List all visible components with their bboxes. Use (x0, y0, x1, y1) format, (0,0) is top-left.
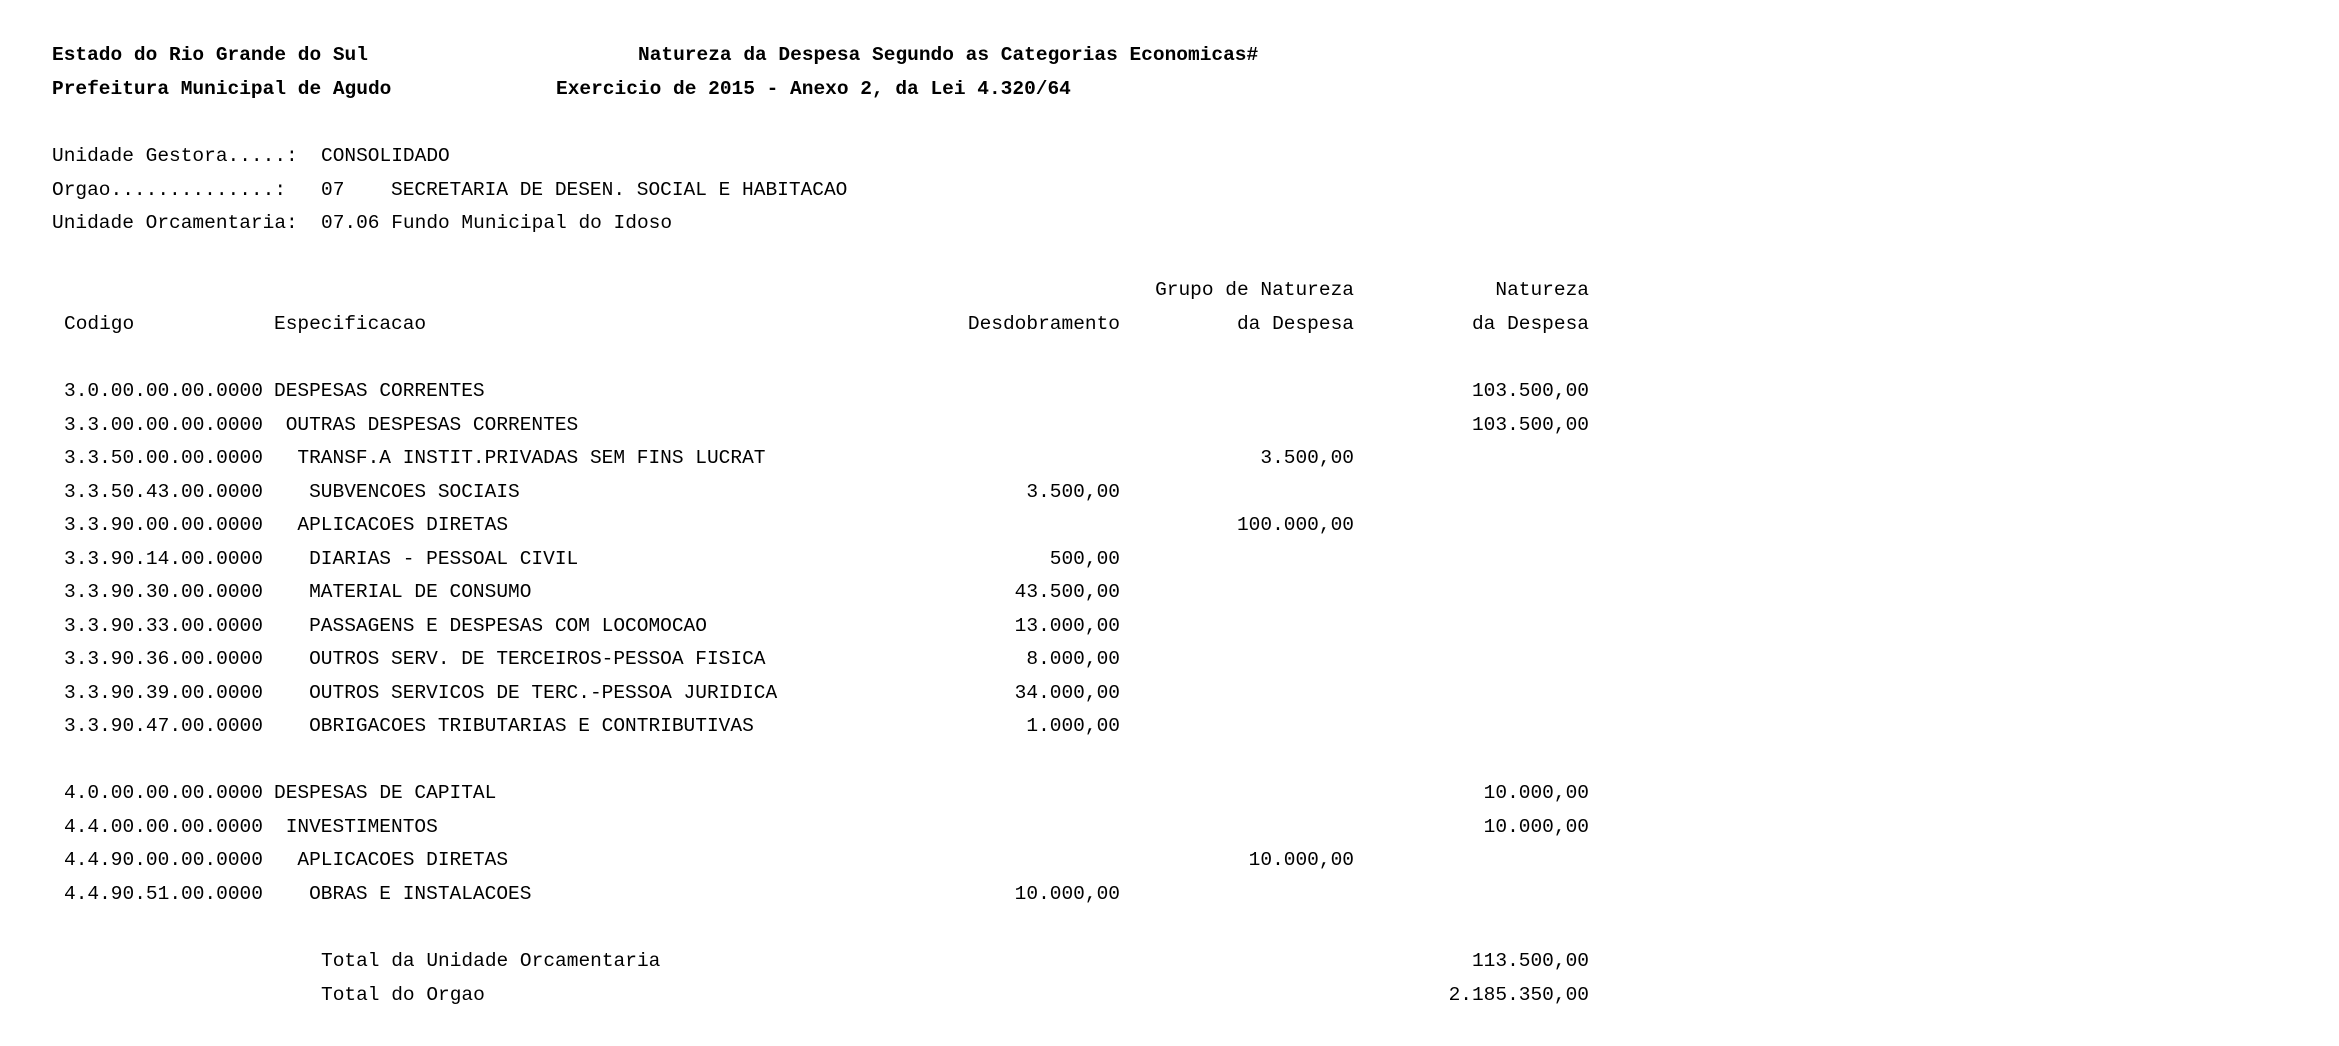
column-header-grupo-line1: Grupo de Natureza (1155, 279, 1354, 301)
orgao-code: 07 (321, 179, 345, 201)
row-natureza: 10.000,00 (1483, 816, 1589, 838)
row-description: OUTROS SERVICOS DE TERC.-PESSOA JURIDICA (309, 682, 778, 704)
unidade-gestora-label: Unidade Gestora.....: (52, 145, 298, 167)
row-desdobramento: 43.500,00 (1014, 581, 1120, 603)
orgao-name: SECRETARIA DE DESEN. SOCIAL E HABITACAO (391, 179, 848, 201)
row-description: INVESTIMENTOS (285, 816, 438, 838)
column-header-codigo: Codigo (64, 313, 135, 335)
row-desdobramento: 8.000,00 (1026, 648, 1120, 670)
row-grupo: 3.500,00 (1260, 447, 1354, 469)
row-code: 3.3.00.00.00.0000 (64, 414, 263, 436)
row-desdobramento: 10.000,00 (1014, 883, 1120, 905)
row-description: SUBVENCOES SOCIAIS (309, 481, 520, 503)
column-header-especificacao: Especificacao (274, 313, 427, 335)
unidade-gestora-value: CONSOLIDADO (321, 145, 450, 167)
column-header-desdobramento: Desdobramento (967, 313, 1120, 335)
row-code: 3.3.90.00.00.0000 (64, 514, 263, 536)
row-code: 4.4.00.00.00.0000 (64, 816, 263, 838)
row-code: 4.4.90.00.00.0000 (64, 849, 263, 871)
row-description: PASSAGENS E DESPESAS COM LOCOMOCAO (309, 615, 707, 637)
report-subtitle: Exercicio de 2015 - Anexo 2, da Lei 4.320/64 (556, 78, 1071, 100)
row-desdobramento: 500,00 (1049, 548, 1120, 570)
row-grupo: 100.000,00 (1236, 514, 1354, 536)
row-description: OBRAS E INSTALACOES (309, 883, 532, 905)
row-description: DIARIAS - PESSOAL CIVIL (309, 548, 579, 570)
row-desdobramento: 1.000,00 (1026, 715, 1120, 737)
row-code: 4.0.00.00.00.0000 (64, 782, 263, 804)
orgao-label: Orgao..............: (52, 179, 287, 201)
column-header-grupo-line2: da Despesa (1236, 313, 1354, 335)
total-value: 113.500,00 (1471, 950, 1589, 972)
row-code: 3.3.90.36.00.0000 (64, 648, 263, 670)
row-natureza: 103.500,00 (1471, 414, 1589, 436)
row-desdobramento: 34.000,00 (1014, 682, 1120, 704)
row-description: MATERIAL DE CONSUMO (309, 581, 532, 603)
row-code: 3.3.50.00.00.0000 (64, 447, 263, 469)
row-code: 3.3.50.43.00.0000 (64, 481, 263, 503)
row-code: 3.0.00.00.00.0000 (64, 380, 263, 402)
row-description: DESPESAS DE CAPITAL (274, 782, 497, 804)
row-description: OBRIGACOES TRIBUTARIAS E CONTRIBUTIVAS (309, 715, 754, 737)
row-code: 4.4.90.51.00.0000 (64, 883, 263, 905)
row-description: APLICACOES DIRETAS (297, 849, 509, 871)
column-header-natureza-line2: da Despesa (1471, 313, 1589, 335)
total-label: Total da Unidade Orcamentaria (321, 950, 661, 972)
total-value: 2.185.350,00 (1448, 984, 1589, 1006)
row-description: DESPESAS CORRENTES (274, 380, 485, 402)
row-code: 3.3.90.39.00.0000 (64, 682, 263, 704)
row-description: OUTROS SERV. DE TERCEIROS-PESSOA FISICA (309, 648, 766, 670)
state-name: Estado do Rio Grande do Sul (52, 44, 368, 66)
row-natureza: 10.000,00 (1483, 782, 1589, 804)
row-code: 3.3.90.14.00.0000 (64, 548, 263, 570)
unidade-orcamentaria-value: 07.06 Fundo Municipal do Idoso (321, 212, 673, 234)
row-natureza: 103.500,00 (1471, 380, 1589, 402)
row-description: TRANSF.A INSTIT.PRIVADAS SEM FINS LUCRAT (297, 447, 766, 469)
row-code: 3.3.90.33.00.0000 (64, 615, 263, 637)
row-desdobramento: 3.500,00 (1026, 481, 1120, 503)
report-title: Natureza da Despesa Segundo as Categorias Economicas# (638, 44, 1259, 66)
unidade-orcamentaria-label: Unidade Orcamentaria: (52, 212, 298, 234)
municipality-name: Prefeitura Municipal de Agudo (52, 78, 392, 100)
row-code: 3.3.90.47.00.0000 (64, 715, 263, 737)
row-description: APLICACOES DIRETAS (297, 514, 509, 536)
total-label: Total do Orgao (321, 984, 485, 1006)
row-desdobramento: 13.000,00 (1014, 615, 1120, 637)
row-code: 3.3.90.30.00.0000 (64, 581, 263, 603)
column-header-natureza-line1: Natureza (1495, 279, 1589, 301)
row-grupo: 10.000,00 (1248, 849, 1354, 871)
row-description: OUTRAS DESPESAS CORRENTES (285, 414, 579, 436)
